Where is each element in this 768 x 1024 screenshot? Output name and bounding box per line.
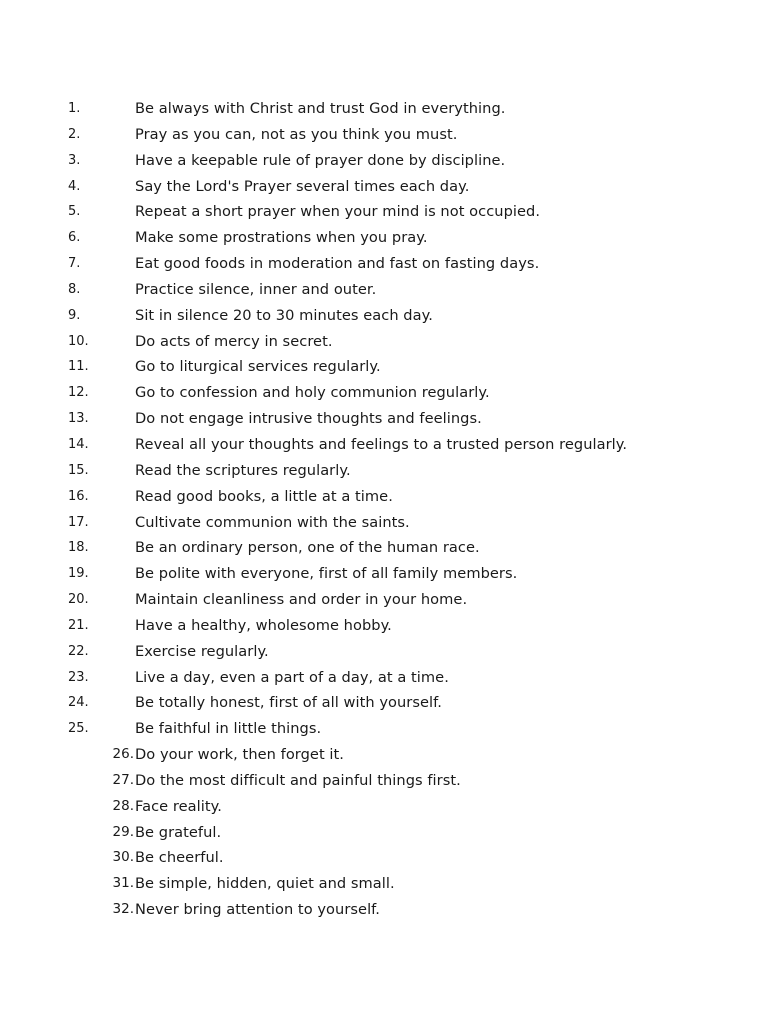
- list-item: [0, 742, 768, 768]
- item-number: 12.: [68, 385, 89, 401]
- item-number: 25.: [68, 721, 89, 737]
- list-item: [0, 122, 768, 148]
- list-item: [0, 354, 768, 380]
- list-item: [0, 303, 768, 329]
- item-text: Go to liturgical services regularly.: [135, 358, 381, 376]
- item-text: Be an ordinary person, one of the human race.: [135, 539, 480, 557]
- item-text: Reveal all your thoughts and feelings to a trusted person regularly.: [135, 435, 628, 453]
- item-text: Be polite with everyone, first of all family members.: [135, 565, 518, 583]
- item-text: Maintain cleanliness and order in your home.: [135, 591, 468, 609]
- list-item: [0, 690, 768, 716]
- list-item: [0, 535, 768, 561]
- item-number: 22.: [68, 643, 89, 659]
- list-item: [0, 380, 768, 406]
- list-item: [0, 820, 768, 846]
- item-text: Live a day, even a part of a day, at a time.: [135, 668, 449, 686]
- item-text: Be always with Christ and trust God in everything.: [135, 100, 506, 117]
- item-text: Eat good foods in moderation and fast on fasting days.: [135, 255, 540, 273]
- list-item: [0, 561, 768, 587]
- list-item: [0, 225, 768, 251]
- numbered-list: [0, 96, 768, 923]
- item-number: 2.: [68, 126, 81, 142]
- item-number: 29.: [112, 823, 134, 840]
- item-number: 17.: [68, 514, 89, 530]
- list-item: [0, 458, 768, 484]
- item-text: Be faithful in little things.: [135, 720, 322, 738]
- item-number: 20.: [68, 592, 89, 608]
- item-text: Make some prostrations when you pray.: [135, 229, 428, 247]
- item-text: Cultivate communion with the saints.: [135, 513, 410, 531]
- list-item: [0, 768, 768, 794]
- item-text: Sit in silence 20 to 30 minutes each day.: [135, 306, 433, 324]
- list-item: [0, 871, 768, 897]
- list-item: [0, 432, 768, 458]
- item-text: Be cheerful.: [135, 849, 224, 867]
- item-number: 11.: [68, 359, 89, 375]
- list-item: [0, 199, 768, 225]
- item-number: 10.: [68, 333, 89, 349]
- item-number: 4.: [68, 178, 81, 194]
- item-number: 16.: [68, 488, 89, 504]
- list-item: [0, 484, 768, 510]
- list-item: [0, 174, 768, 200]
- list-item: [0, 613, 768, 639]
- item-number: 27.: [112, 771, 134, 788]
- item-text: Repeat a short prayer when your mind is not occupied.: [135, 203, 541, 221]
- item-number: 23.: [68, 669, 89, 685]
- item-text: Say the Lord's Prayer several times each day.: [135, 177, 470, 195]
- item-number: 21.: [68, 617, 89, 633]
- item-number: 8.: [68, 281, 81, 297]
- list-item: [0, 639, 768, 665]
- list-item: [0, 406, 768, 432]
- item-number: 19.: [68, 566, 89, 582]
- item-text: Be totally honest, first of all with yourself.: [135, 694, 442, 712]
- item-text: Pray as you can, not as you think you must.: [135, 125, 458, 143]
- list-item: [0, 665, 768, 691]
- list-item: [0, 897, 768, 923]
- item-number: 9.: [68, 307, 81, 323]
- item-number: 1.: [68, 101, 81, 116]
- item-text: Go to confession and holy communion regularly.: [135, 384, 490, 402]
- list-item: [0, 794, 768, 820]
- list-item: [0, 148, 768, 174]
- item-text: Read good books, a little at a time.: [135, 487, 393, 505]
- list-item: [0, 329, 768, 355]
- item-text: Have a keepable rule of prayer done by discipline.: [135, 151, 506, 169]
- item-number: 18.: [68, 540, 89, 556]
- item-number: 24.: [68, 695, 89, 711]
- list-item: [0, 510, 768, 536]
- item-text: Do your work, then forget it.: [135, 746, 344, 764]
- item-text: Exercise regularly.: [135, 642, 269, 660]
- list-item: [0, 251, 768, 277]
- item-text: Practice silence, inner and outer.: [135, 280, 377, 298]
- item-number: 3.: [68, 152, 81, 168]
- item-number: 6.: [68, 230, 81, 246]
- item-text: Do not engage intrusive thoughts and feelings.: [135, 410, 482, 428]
- item-text: Be grateful.: [135, 823, 222, 841]
- item-text: Do acts of mercy in secret.: [135, 332, 333, 350]
- item-text: Read the scriptures regularly.: [135, 461, 351, 479]
- item-text: Be simple, hidden, quiet and small.: [135, 875, 395, 893]
- item-text: Face reality.: [135, 797, 222, 815]
- item-number: 32.: [112, 901, 134, 918]
- item-text: Have a healthy, wholesome hobby.: [135, 616, 392, 634]
- item-number: 31.: [112, 875, 134, 892]
- item-text: Never bring attention to yourself.: [135, 901, 380, 919]
- item-number: 28.: [112, 797, 134, 814]
- item-number: 15.: [68, 462, 89, 478]
- item-text: Do the most difficult and painful things first.: [135, 771, 461, 789]
- item-number: 14.: [68, 436, 89, 452]
- list-item: [0, 716, 768, 742]
- list-item: [0, 845, 768, 871]
- item-number: 30.: [112, 849, 134, 866]
- item-number: 5.: [68, 204, 81, 220]
- item-number: 13.: [68, 411, 89, 427]
- list-item: [0, 277, 768, 303]
- list-item: [0, 587, 768, 613]
- item-number: 26.: [112, 746, 134, 763]
- list-item: [0, 96, 768, 122]
- item-number: 7.: [68, 256, 81, 272]
